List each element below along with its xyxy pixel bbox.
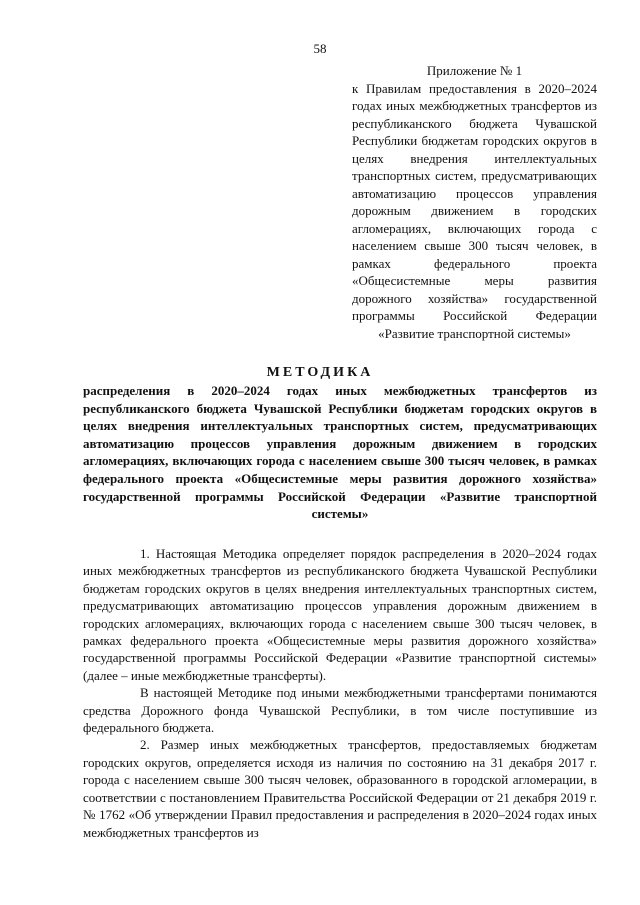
document-subtitle: распределения в 2020–2024 годах иных межбюджетных трансфертов из республиканского бюджета Чувашской Республики бюджетам городских округов в целях внедрения интеллектуальных транспортных систем, предусматривающих автоматизацию процессов управления дорожным движением в городских агломерациях, включающих города с населением свыше 300 тысяч человек, в рамках федерального проекта «Общесистемные меры развития дорожного хозяйства» государственной программы Российской Федерации «Развитие транспортной системы»	[83, 383, 597, 522]
appendix-text: к Правилам предоставления в 2020–2024 годах иных межбюджетных трансфертов из республиканского бюджета Чувашской Республики бюджетам городских округов в целях внедрения интеллектуальных транспортных систем, предусматривающих автоматизацию процессов управления дорожным движением в городских агломерациях, включающих города с населением свыше 300 тысяч человек, в рамках федерального проекта «Общесистемные меры развития дорожного хозяйства» государственной программы Российской Федерации «Развитие транспортной системы»	[352, 80, 597, 341]
paragraph-2: В настоящей Методике под иными межбюджетными трансфертами понимаются средства Дорожного фонда Чувашской Республики, в том числе поступившие из федерального бюджета.	[83, 685, 597, 736]
document-title: МЕТОДИКА	[266, 365, 374, 380]
paragraph-3: 2. Размер иных межбюджетных трансфертов, предоставляемых бюджетам городских округов, определяется исходя из наличия по состоянию на 31 декабря 2017 г. города с населением свыше 300 тысяч человек, образованного в городской агломерации, в соответствии с постановлением Правительства Российской Федерации от 21 декабря 2019 г. № 1762 «Об утверждении Правил предоставления и распределения в 2020–2024 годах иных межбюджетных трансфертов из	[83, 737, 597, 840]
appendix-block	[352, 62, 597, 342]
appendix-title: Приложение № 1	[426, 63, 523, 78]
paragraph-1: 1. Настоящая Методика определяет порядок распределения в 2020–2024 годах иных межбюджетных трансфертов из республиканского бюджета Чувашской Республики бюджетам городских округов в целях внедрения интеллектуальных транспортных систем, предусматривающих автоматизацию процессов управления дорожным движением в городских агломерациях, включающих города с населением свыше 300 тысяч человек, в рамках федерального проекта «Общесистемные меры развития дорожного хозяйства» государственной программы Российской Федерации «Развитие транспортной системы» (далее – иные межбюджетные трансферты).	[83, 546, 597, 683]
document-body	[83, 545, 597, 841]
page-number: 58	[313, 41, 327, 56]
